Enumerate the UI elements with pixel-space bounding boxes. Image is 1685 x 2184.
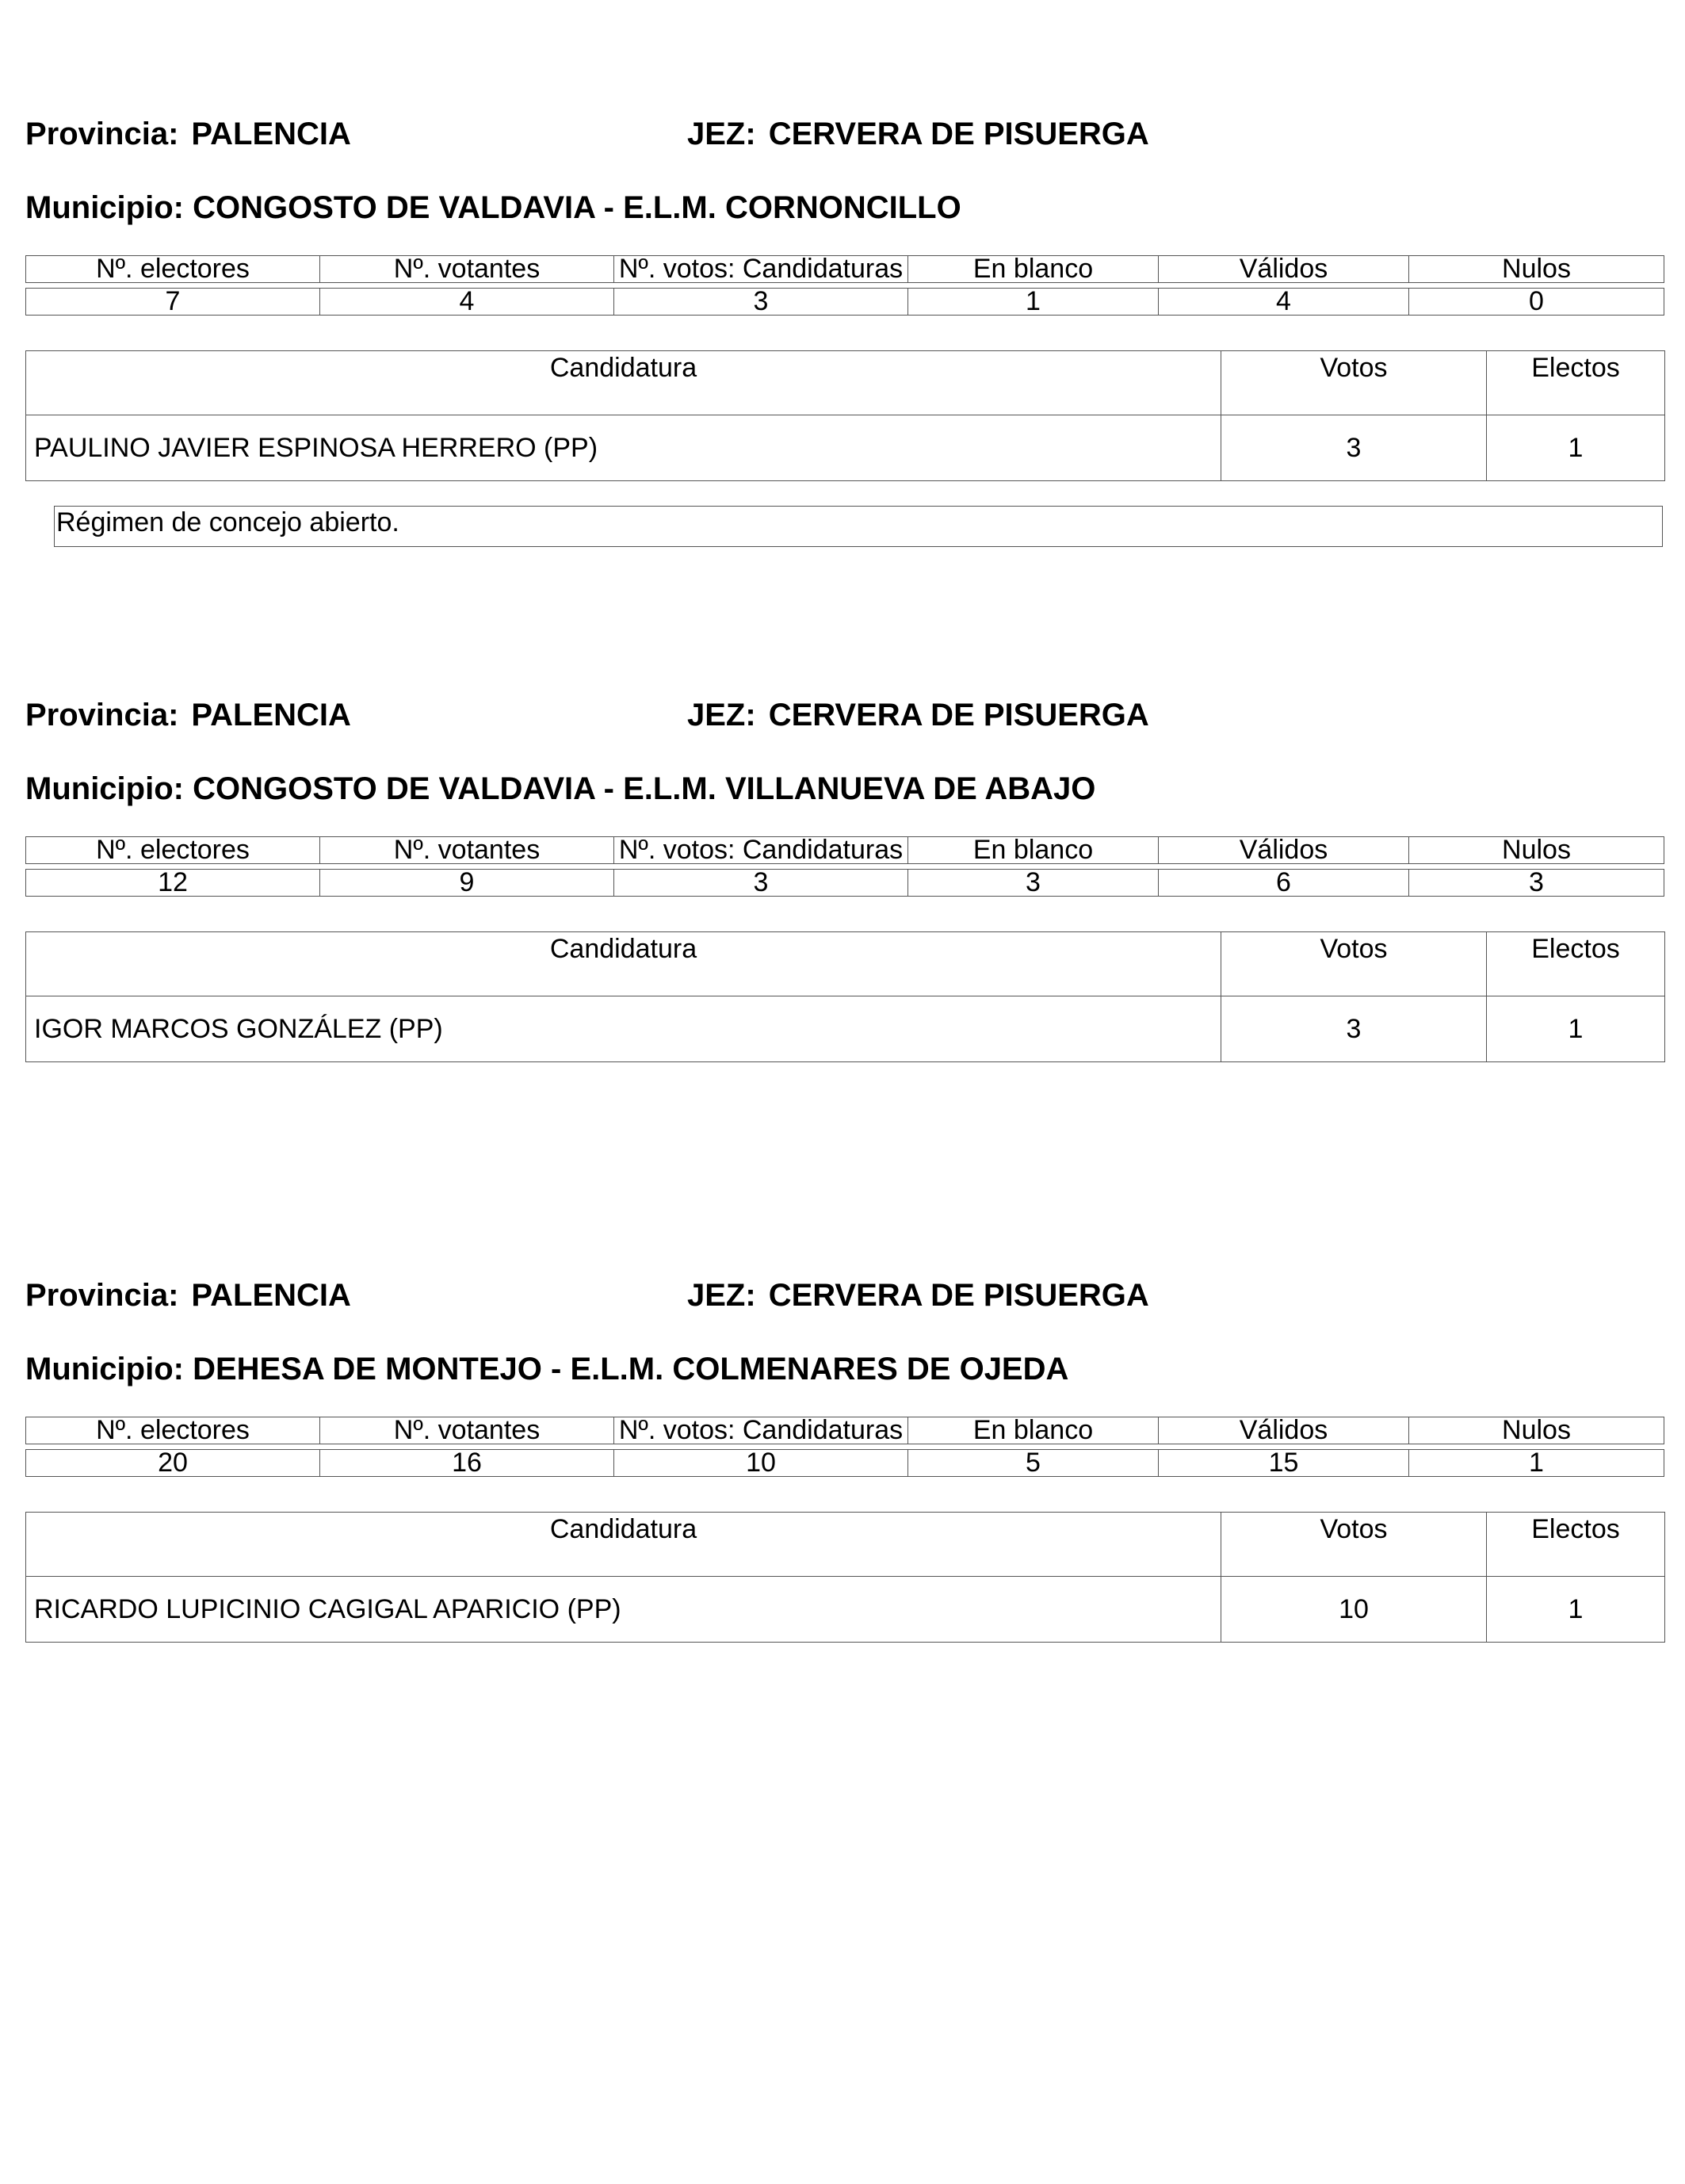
municipio-heading [25,1350,1068,1388]
candidates-table [25,931,1665,1062]
stats-table [25,1412,1664,1482]
stats-value-cell: 3 [1408,869,1664,897]
stats-value-cell: 3 [907,869,1158,897]
candidates-header-row [26,351,1665,415]
candidate-electos: 1 [1487,996,1665,1062]
candidatura-header: Candidatura [26,1513,1221,1577]
municipio-label: Municipio: [25,771,184,806]
candidate-votos: 3 [1221,415,1487,481]
electos-header: Electos [1487,932,1665,996]
provincia-heading [25,115,351,153]
jez-heading [687,115,1149,153]
stats-table [25,832,1664,901]
stats-value-cell: 20 [25,1449,319,1477]
municipio-value: CONGOSTO DE VALDAVIA - E.L.M. CORNONCILLO [193,190,961,225]
candidate-row [26,415,1665,481]
candidatura-header: Candidatura [26,932,1221,996]
stats-value-cell: 4 [1158,288,1408,316]
stats-value-cell: 15 [1158,1449,1408,1477]
stats-header-cell: Nº. votantes [319,255,613,283]
stats-header-cell: Nº. electores [25,836,319,864]
stats-value-cell: 16 [319,1449,613,1477]
provincia-heading [25,1276,351,1314]
stats-value-cell: 1 [1408,1449,1664,1477]
electos-header: Electos [1487,351,1665,415]
candidate-row [26,996,1665,1062]
stats-value-row [25,288,1664,316]
stats-header-cell: En blanco [907,836,1158,864]
stats-value-cell: 1 [907,288,1158,316]
stats-header-cell: Válidos [1158,1417,1408,1444]
stats-value-cell: 3 [613,288,907,316]
jez-heading [687,1276,1149,1314]
stats-header-cell: Nº. votantes [319,1417,613,1444]
candidate-name: IGOR MARCOS GONZÁLEZ (PP) [26,996,1221,1062]
candidates-table [25,350,1665,481]
votos-header: Votos [1221,1513,1487,1577]
votos-header: Votos [1221,932,1487,996]
stats-header-cell: Nº. votos: Candidaturas [613,1417,907,1444]
electos-header: Electos [1487,1513,1665,1577]
provincia-value: PALENCIA [191,1278,351,1313]
provincia-value: PALENCIA [191,117,351,151]
stats-header-cell: Nº. electores [25,255,319,283]
stats-value-row [25,869,1664,897]
stats-header-cell: Nulos [1408,1417,1664,1444]
candidatura-header: Candidatura [26,351,1221,415]
provincia-label: Provincia: [25,1278,179,1313]
provincia-label: Provincia: [25,117,179,151]
jez-value: CERVERA DE PISUERGA [768,117,1149,151]
stats-header-row [25,1417,1664,1444]
provincia-label: Provincia: [25,698,179,732]
stats-header-cell: En blanco [907,255,1158,283]
stats-value-cell: 5 [907,1449,1158,1477]
stats-header-cell: Nº. electores [25,1417,319,1444]
provincia-heading [25,696,351,734]
stats-value-cell: 10 [613,1449,907,1477]
stats-value-cell: 7 [25,288,319,316]
votos-header: Votos [1221,351,1487,415]
municipio-label: Municipio: [25,190,184,225]
stats-header-cell: Nº. votos: Candidaturas [613,255,907,283]
stats-table [25,251,1664,320]
stats-value-cell: 3 [613,869,907,897]
jez-label: JEZ: [687,698,756,732]
stats-header-cell: En blanco [907,1417,1158,1444]
jez-label: JEZ: [687,1278,756,1313]
municipio-value: CONGOSTO DE VALDAVIA - E.L.M. VILLANUEVA DE ABAJO [193,771,1096,806]
provincia-value: PALENCIA [191,698,351,732]
candidate-name: RICARDO LUPICINIO CAGIGAL APARICIO (PP) [26,1577,1221,1643]
stats-value-cell: 9 [319,869,613,897]
stats-header-cell: Nº. votantes [319,836,613,864]
jez-heading [687,696,1149,734]
stats-value-cell: 4 [319,288,613,316]
stats-value-row [25,1449,1664,1477]
candidate-electos: 1 [1487,415,1665,481]
stats-header-cell: Nulos [1408,836,1664,864]
stats-header-cell: Nº. votos: Candidaturas [613,836,907,864]
regimen-note: Régimen de concejo abierto. [54,506,1663,547]
candidates-header-row [26,1513,1665,1577]
municipio-label: Municipio: [25,1352,184,1387]
jez-label: JEZ: [687,117,756,151]
stats-header-row [25,255,1664,283]
candidate-votos: 3 [1221,996,1487,1062]
stats-value-cell: 12 [25,869,319,897]
candidate-name: PAULINO JAVIER ESPINOSA HERRERO (PP) [26,415,1221,481]
stats-header-cell: Nulos [1408,255,1664,283]
candidate-electos: 1 [1487,1577,1665,1643]
candidate-votos: 10 [1221,1577,1487,1643]
stats-value-cell: 0 [1408,288,1664,316]
municipio-heading [25,770,1095,808]
stats-header-cell: Válidos [1158,836,1408,864]
municipio-heading [25,189,961,227]
jez-value: CERVERA DE PISUERGA [768,698,1149,732]
stats-header-cell: Válidos [1158,255,1408,283]
candidate-row [26,1577,1665,1643]
jez-value: CERVERA DE PISUERGA [768,1278,1149,1313]
stats-value-cell: 6 [1158,869,1408,897]
stats-header-row [25,836,1664,864]
municipio-value: DEHESA DE MONTEJO - E.L.M. COLMENARES DE OJEDA [193,1352,1069,1387]
candidates-header-row [26,932,1665,996]
candidates-table [25,1512,1665,1643]
